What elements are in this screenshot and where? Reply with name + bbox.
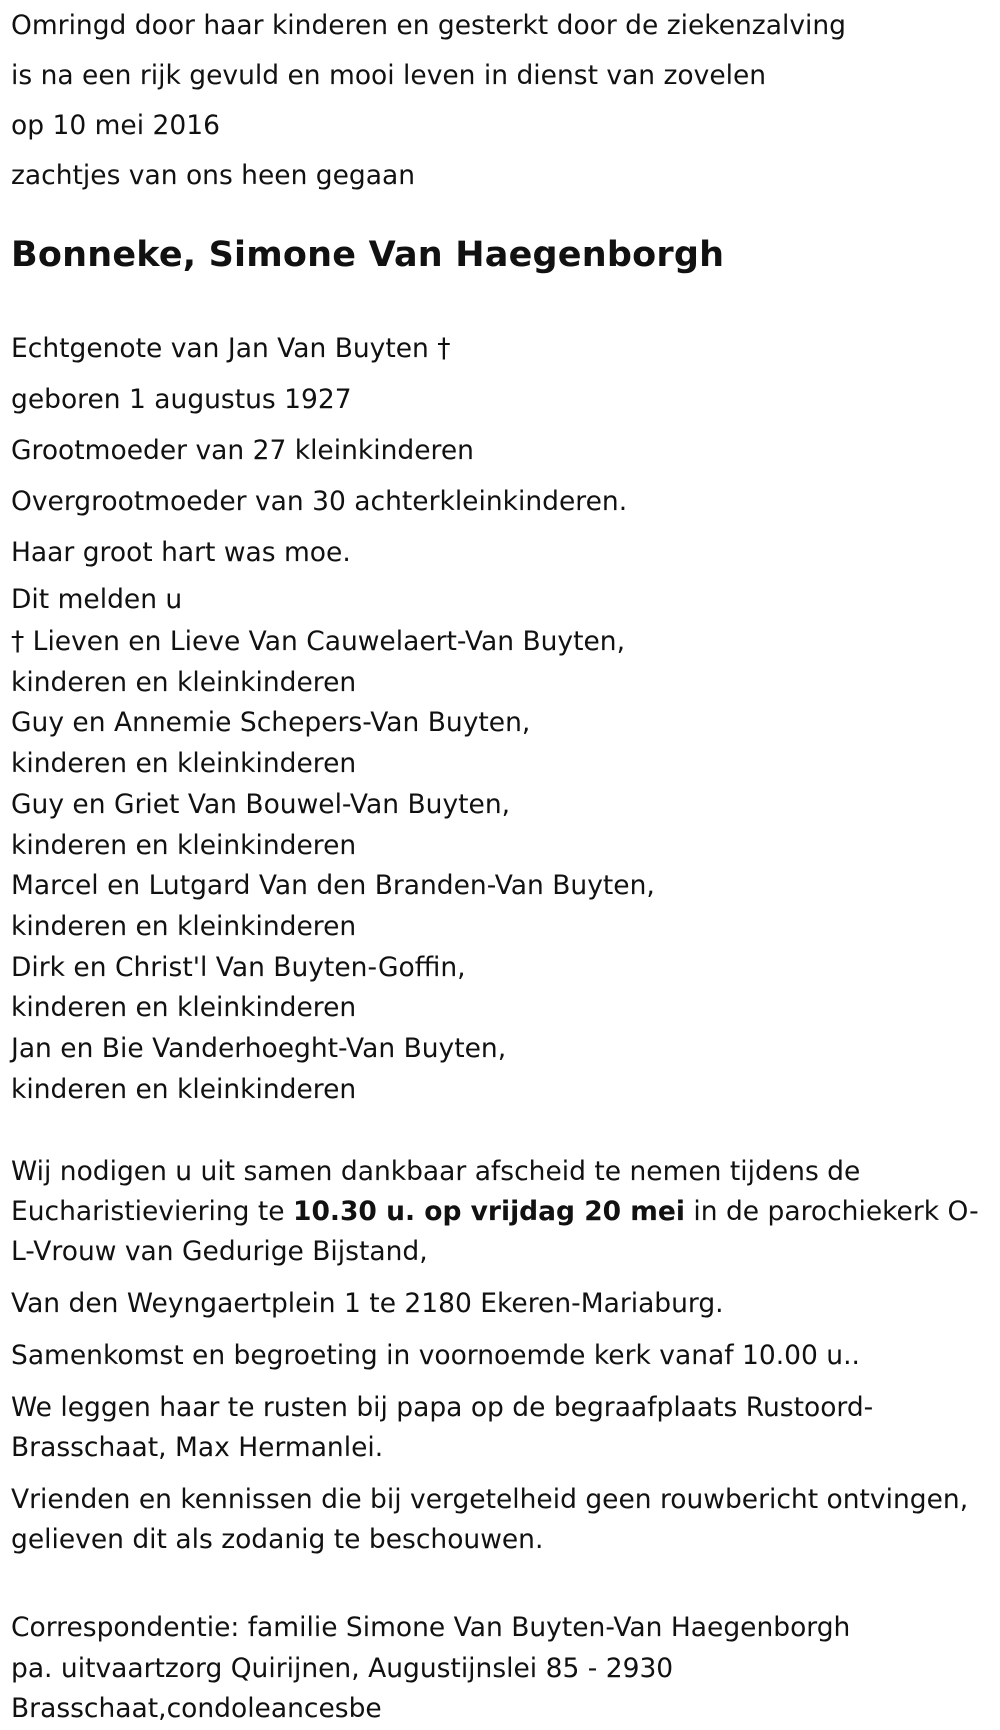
intro-block — [11, 1, 986, 201]
grandmother-line: Grootmoeder van 27 kleinkinderen — [11, 435, 474, 466]
family-line: Jan en Bie Vanderhoeght-Van Buyten, — [11, 1033, 507, 1065]
burial-paragraph: We leggen haar te rusten bij papa op de begraafplaats Rustoord-Brasschaat, Max Hermanlei. — [11, 1392, 874, 1464]
correspondence-line: Brasschaat,condoleancesbe — [11, 1693, 382, 1725]
correspondence-block — [11, 1608, 986, 1730]
family-line: Dirk en Christ'l Van Buyten-Goffin, — [11, 951, 466, 983]
ceremony-paragraph — [11, 1152, 986, 1272]
intro-line: op 10 mei 2016 — [11, 110, 220, 141]
deceased-name: Bonneke, Simone Van Haegenborgh — [11, 235, 725, 275]
intro-line: is na een rijk gevuld en mooi leven in dienst van zovelen — [11, 60, 767, 91]
family-line: kinderen en kleinkinderen — [11, 992, 357, 1024]
family-line: kinderen en kleinkinderen — [11, 666, 357, 698]
family-line: † Lieven en Lieve Van Cauwelaert-Van Buyten, — [11, 626, 626, 657]
family-line: Guy en Annemie Schepers-Van Buyten, — [11, 707, 531, 739]
spouse-line: Echtgenote van Jan Van Buyten † — [11, 333, 451, 364]
great-grandmother-line: Overgrootmoeder van 30 achterkleinkinderen. — [11, 486, 628, 517]
intro-line: zachtjes van ons heen gegaan — [11, 160, 416, 191]
facts-block — [11, 323, 986, 578]
birth-line: geboren 1 augustus 1927 — [11, 384, 352, 415]
correspondence-line: Correspondentie: familie Simone Van Buyten-Van Haegenborgh — [11, 1612, 851, 1644]
family-line: kinderen en kleinkinderen — [11, 1073, 357, 1105]
address-paragraph: Van den Weyngaertplein 1 te 2180 Ekeren-Mariaburg. — [11, 1288, 724, 1320]
intro-line: Omringd door haar kinderen en gesterkt door de ziekenzalving — [11, 10, 846, 41]
family-block — [11, 578, 986, 1110]
family-intro: Dit melden u — [11, 584, 183, 615]
family-line: kinderen en kleinkinderen — [11, 829, 357, 861]
ceremony-time: 10.30 u. op vrijdag 20 mei — [293, 1196, 685, 1228]
friends-paragraph: Vrienden en kennissen die bij vergetelheid geen rouwbericht ontvingen, gelieven dit als zodanig te beschouwen. — [11, 1484, 969, 1556]
family-line: Guy en Griet Van Bouwel-Van Buyten, — [11, 788, 511, 820]
family-line: kinderen en kleinkinderen — [11, 910, 357, 942]
family-line: kinderen en kleinkinderen — [11, 748, 357, 780]
family-line: Marcel en Lutgard Van den Branden-Van Buyten, — [11, 870, 655, 902]
heart-line: Haar groot hart was moe. — [11, 537, 351, 568]
correspondence-line: pa. uitvaartzorg Quirijnen, Augustijnslei 85 - 2930 — [11, 1652, 674, 1684]
death-notice — [11, 0, 986, 1730]
ceremony-location: in de parochiekerk O-L-Vrouw van Gedurige Bijstand, — [11, 1196, 979, 1268]
ceremony-text: Wij nodigen u uit samen dankbaar afscheid te nemen tijdens de Eucharistieviering te — [11, 1156, 861, 1228]
gathering-paragraph: Samenkomst en begroeting in voornoemde kerk vanaf 10.00 u.. — [11, 1340, 860, 1372]
